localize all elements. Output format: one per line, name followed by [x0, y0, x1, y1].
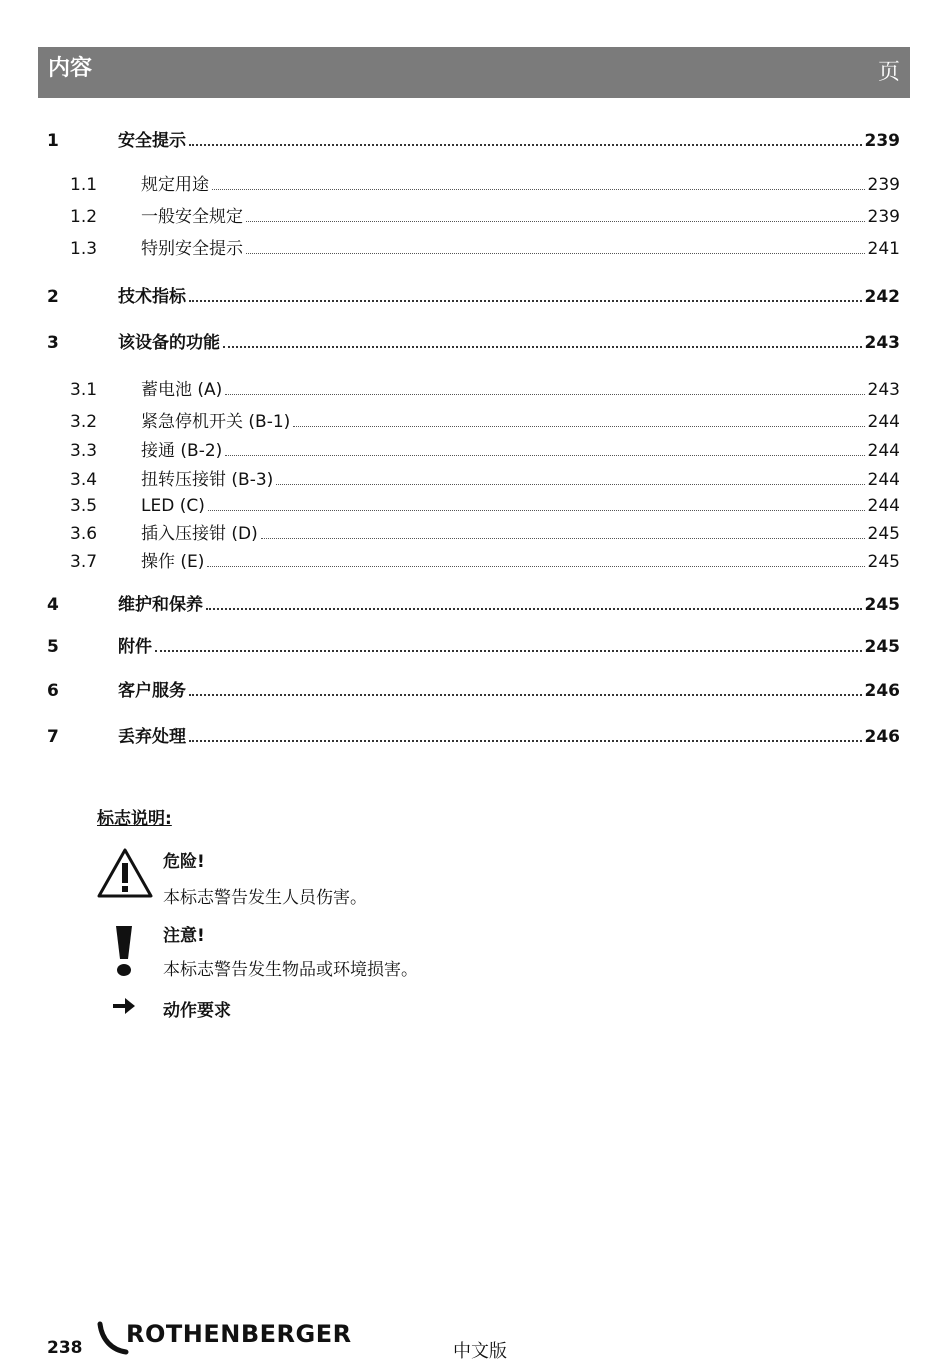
toc-number: 6	[47, 681, 59, 701]
toc-number: 5	[47, 637, 59, 657]
toc-number: 1.3	[70, 239, 98, 259]
toc-leader	[246, 253, 865, 254]
danger-label: 危险!	[163, 852, 205, 872]
toc-entry[interactable]	[47, 235, 900, 259]
toc-title: 客户服务	[118, 681, 186, 701]
toc-leader	[225, 455, 864, 456]
toc-number: 7	[47, 727, 59, 747]
toc-number: 4	[47, 595, 59, 615]
toc-number: 3.6	[70, 524, 98, 544]
toc-page: 243	[864, 333, 900, 353]
toc-title: 规定用途	[141, 175, 209, 195]
toc-entry[interactable]	[47, 677, 900, 701]
toc-page: 239	[864, 131, 900, 151]
toc-number: 3.4	[70, 470, 98, 490]
rothenberger-logo	[96, 1318, 356, 1362]
toc-number: 1	[47, 131, 59, 151]
toc-page: 244	[867, 470, 900, 490]
toc-title: 紧急停机开关 (B-1)	[141, 412, 291, 432]
toc-number: 3.5	[70, 496, 98, 516]
toc-page: 239	[867, 175, 900, 195]
toc-entry[interactable]	[47, 466, 900, 490]
toc-leader	[155, 650, 862, 652]
toc-entry[interactable]	[47, 520, 900, 544]
legend-title: 标志说明:	[97, 809, 172, 829]
toc-page: 244	[867, 412, 900, 432]
toc-page: 241	[867, 239, 900, 259]
toc-page: 244	[867, 441, 900, 461]
toc-title: 插入压接钳 (D)	[141, 524, 258, 544]
toc-leader	[207, 566, 864, 567]
toc-entry[interactable]	[47, 408, 900, 432]
toc-entry[interactable]	[47, 548, 900, 572]
toc-entry[interactable]	[47, 171, 900, 195]
warning-triangle-icon	[96, 847, 154, 899]
toc-number: 3.7	[70, 552, 98, 572]
toc-leader	[225, 394, 864, 395]
toc-page: 245	[864, 637, 900, 657]
toc-leader	[208, 510, 865, 511]
header-bar	[38, 47, 910, 98]
page-number: 238	[47, 1338, 83, 1358]
toc-entry[interactable]	[47, 203, 900, 227]
toc-page: 245	[867, 552, 900, 572]
toc-leader	[223, 346, 862, 348]
page-column-label: 页	[877, 60, 900, 85]
toc-leader	[293, 426, 864, 427]
toc-number: 3	[47, 333, 59, 353]
toc-number: 3.3	[70, 441, 98, 461]
brand-name: ROTHENBERGER	[126, 1320, 352, 1348]
toc-leader	[189, 144, 862, 146]
toc-title: 蓄电池 (A)	[141, 380, 223, 400]
toc-title: LED (C)	[141, 496, 205, 516]
toc-entry[interactable]	[47, 283, 900, 307]
language-label: 中文版	[453, 1341, 507, 1362]
toc-leader	[189, 300, 862, 302]
toc-entry[interactable]	[47, 329, 900, 353]
toc-page: 242	[864, 287, 900, 307]
toc-number: 3.2	[70, 412, 98, 432]
action-label: 动作要求	[163, 1001, 231, 1021]
toc-title: 丢弃处理	[118, 727, 186, 747]
toc-page: 239	[867, 207, 900, 227]
toc-title: 附件	[118, 637, 152, 657]
toc-number: 1.2	[70, 207, 98, 227]
toc-heading: 内容	[48, 56, 93, 81]
toc-leader	[276, 484, 864, 485]
toc-entry[interactable]	[47, 437, 900, 461]
toc-title: 扭转压接钳 (B-3)	[141, 470, 274, 490]
toc-leader	[212, 189, 865, 190]
toc-title: 一般安全规定	[141, 207, 243, 227]
toc-number: 2	[47, 287, 59, 307]
toc-page: 245	[864, 595, 900, 615]
toc-number: 3.1	[70, 380, 98, 400]
toc-title: 安全提示	[118, 131, 186, 151]
toc-title: 操作 (E)	[141, 552, 205, 572]
toc-leader	[261, 538, 865, 539]
toc-number: 1.1	[70, 175, 98, 195]
toc-entry[interactable]	[47, 591, 900, 615]
toc-page: 245	[867, 524, 900, 544]
toc-title: 该设备的功能	[118, 333, 220, 353]
toc-leader	[206, 608, 862, 610]
toc-title: 技术指标	[118, 287, 186, 307]
toc-leader	[189, 740, 862, 742]
toc-page: 246	[864, 727, 900, 747]
toc-title: 特别安全提示	[141, 239, 243, 259]
caution-text: 本标志警告发生物品或环境损害。	[163, 960, 418, 980]
toc-entry[interactable]	[47, 127, 900, 151]
toc-leader	[246, 221, 865, 222]
toc-page: 243	[867, 380, 900, 400]
toc-leader	[189, 694, 862, 696]
toc-page: 246	[864, 681, 900, 701]
exclamation-icon	[112, 923, 136, 979]
toc-entry[interactable]	[47, 376, 900, 400]
toc-page: 244	[867, 496, 900, 516]
arrow-right-icon	[112, 996, 136, 1016]
toc-entry[interactable]	[47, 723, 900, 747]
toc-title: 维护和保养	[118, 595, 203, 615]
danger-text: 本标志警告发生人员伤害。	[163, 888, 367, 908]
caution-label: 注意!	[163, 926, 205, 946]
toc-entry[interactable]	[47, 492, 900, 516]
toc-entry[interactable]	[47, 633, 900, 657]
toc-title: 接通 (B-2)	[141, 441, 223, 461]
